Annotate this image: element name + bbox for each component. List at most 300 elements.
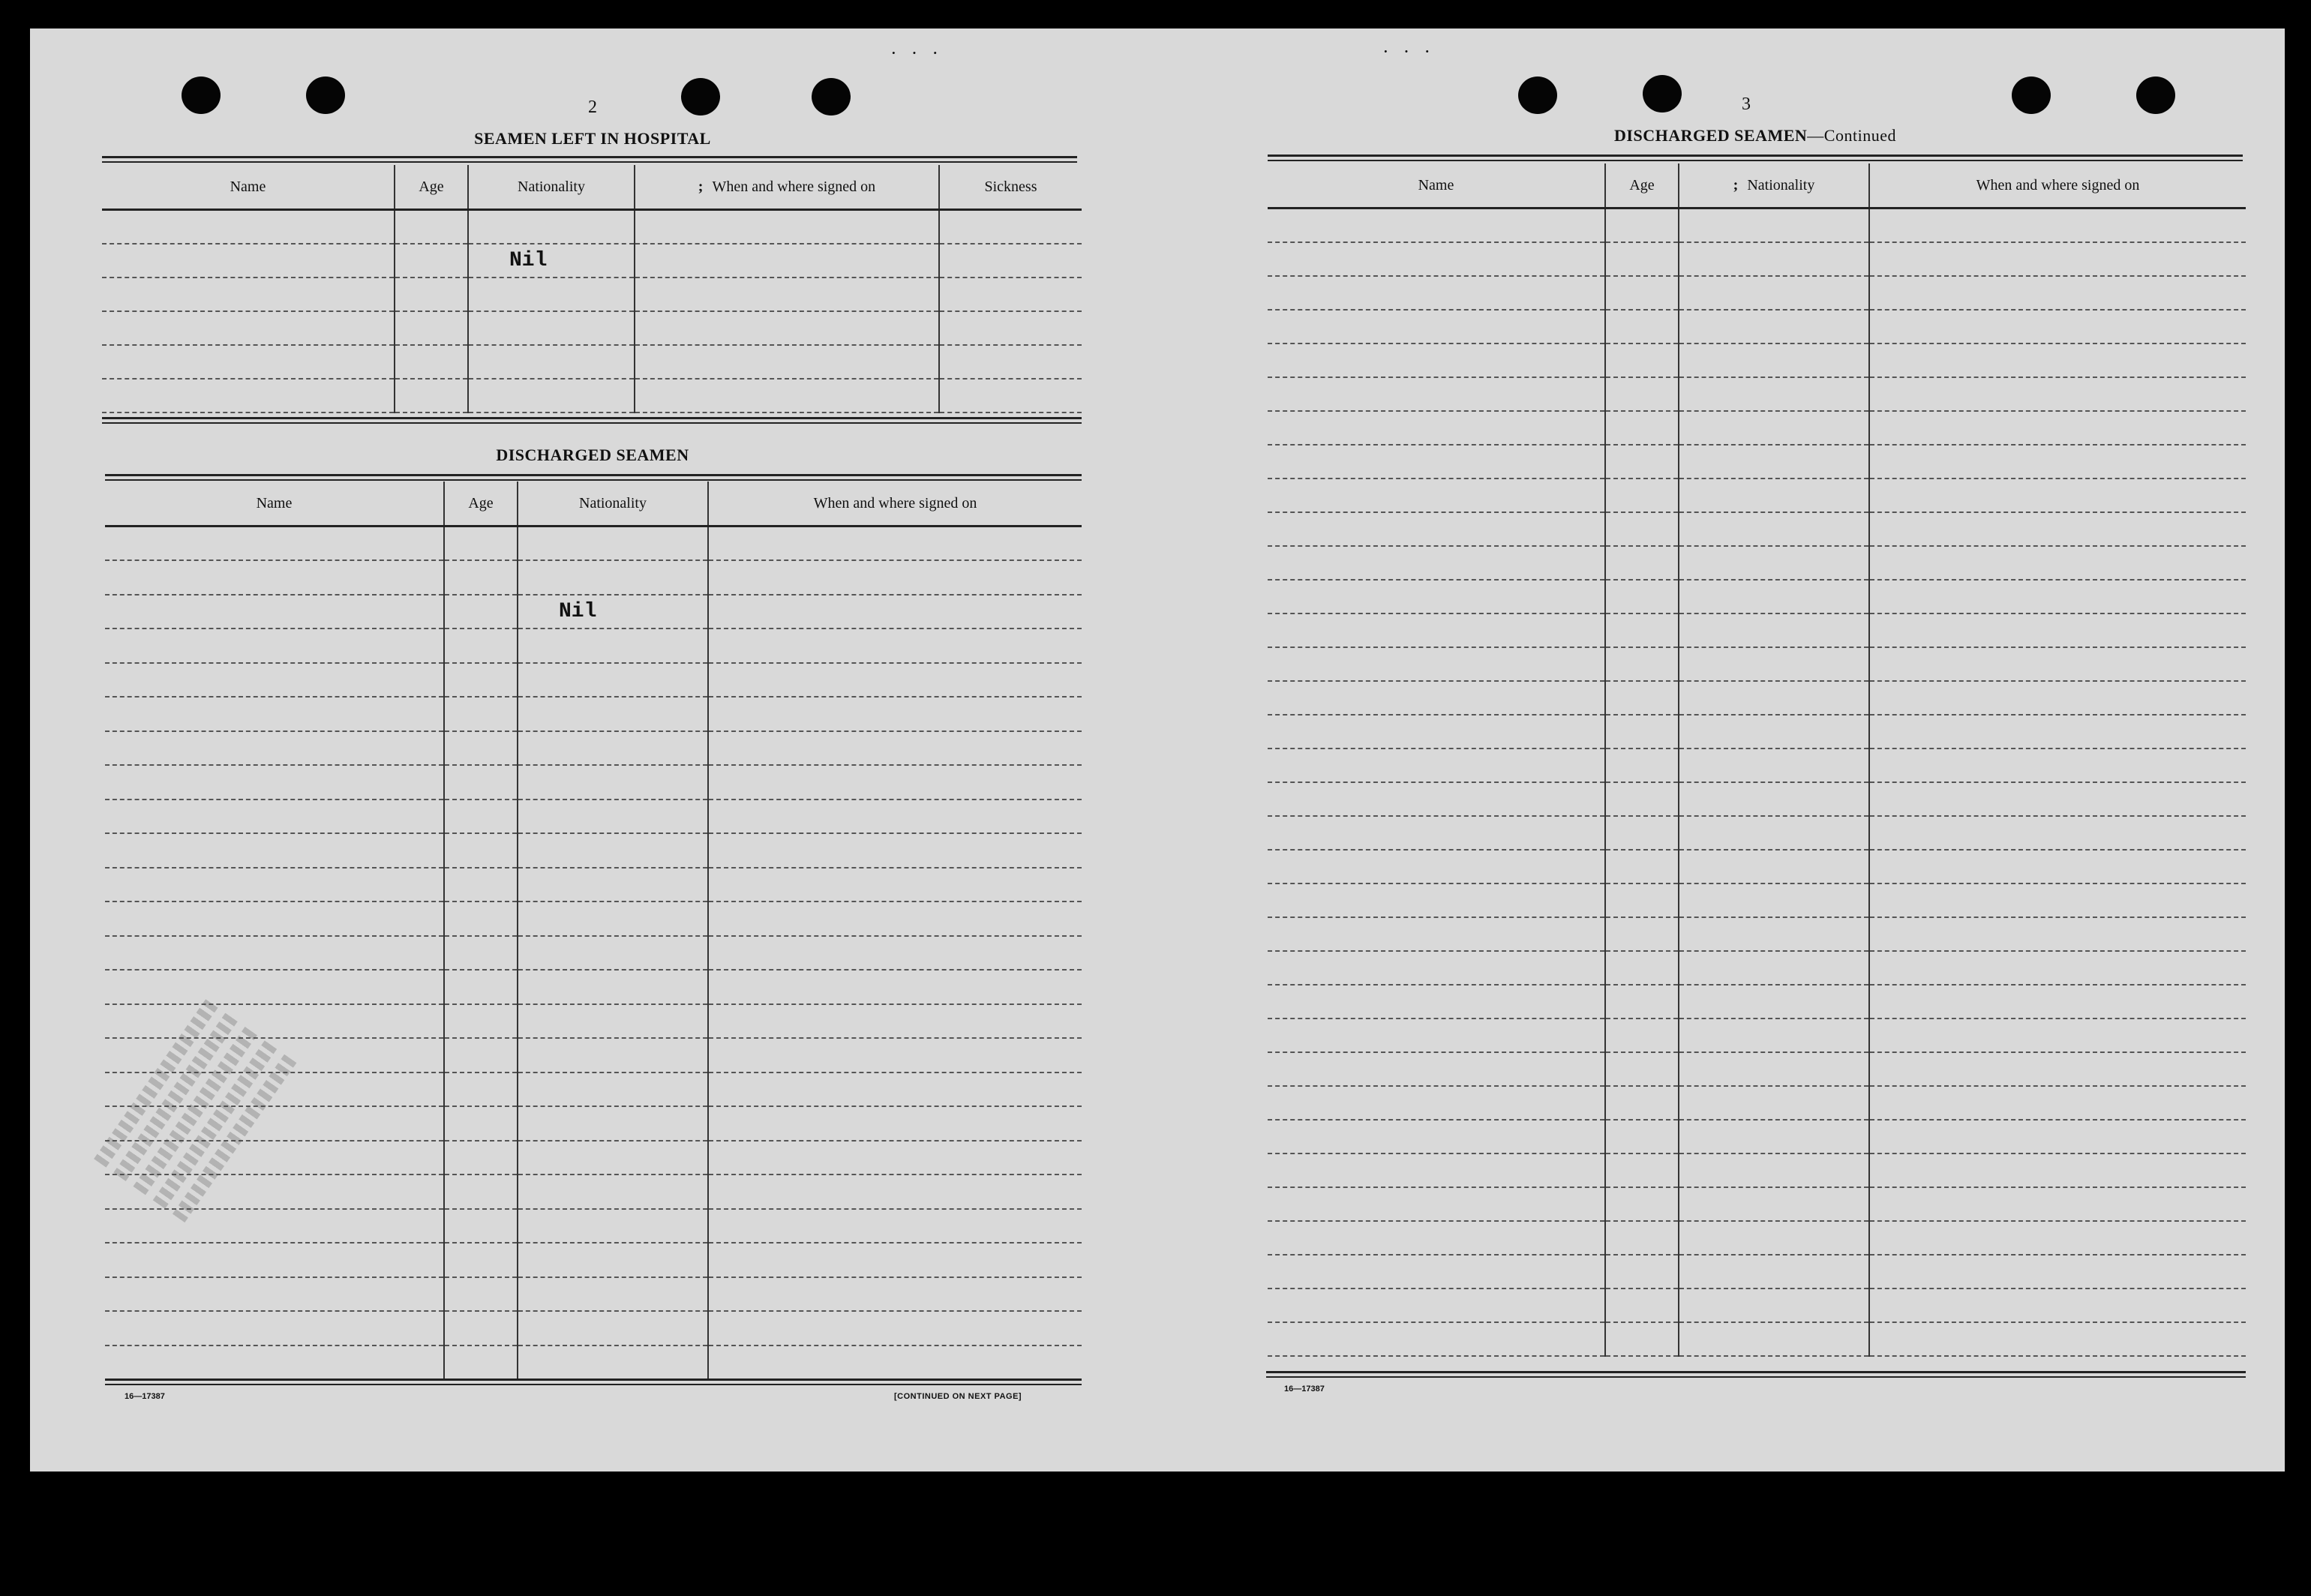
table-cell xyxy=(1268,1288,1605,1322)
table-cell xyxy=(444,731,518,766)
table-cell xyxy=(1679,917,1869,951)
table-cell xyxy=(1268,276,1605,310)
table-cell xyxy=(1268,344,1605,377)
table-cell xyxy=(105,731,444,766)
table-cell xyxy=(1679,580,1869,614)
table-cell xyxy=(105,628,444,663)
table-cell xyxy=(395,278,468,311)
table-cell xyxy=(1268,748,1605,782)
double-rule xyxy=(102,156,1077,163)
table-cell xyxy=(939,379,1082,412)
table-row xyxy=(105,697,1082,731)
table-cell xyxy=(518,1277,708,1312)
table-row xyxy=(1268,1288,2246,1322)
table-cell xyxy=(1268,411,1605,445)
table-cell xyxy=(468,311,635,345)
table-cell xyxy=(105,868,444,902)
table-cell xyxy=(1679,1018,1869,1052)
table-cell xyxy=(105,833,444,868)
table-cell xyxy=(1679,377,1869,411)
table-cell xyxy=(1268,647,1605,681)
table-cell xyxy=(444,595,518,629)
binding-marks: ˙ ˙ ˙ xyxy=(891,50,944,66)
table-cell xyxy=(518,1311,708,1346)
table-row xyxy=(1268,917,2246,951)
table-cell xyxy=(1605,512,1679,546)
table-cell xyxy=(1605,782,1679,816)
table-cell xyxy=(1869,377,2246,411)
table-cell xyxy=(1605,1255,1679,1288)
table-cell xyxy=(518,560,708,595)
table-cell xyxy=(939,278,1082,311)
table-cell xyxy=(518,526,708,561)
table-row xyxy=(1268,884,2246,917)
table-cell xyxy=(444,1209,518,1244)
table-row xyxy=(1268,208,2246,242)
table-cell xyxy=(1869,917,2246,951)
table-cell xyxy=(1268,377,1605,411)
table-cell xyxy=(1869,1221,2246,1255)
table-cell xyxy=(444,560,518,595)
table-cell xyxy=(1869,884,2246,917)
table-cell xyxy=(518,1038,708,1072)
table-cell xyxy=(518,628,708,663)
table-cell xyxy=(102,210,395,244)
table-cell xyxy=(708,1346,1082,1380)
table-row xyxy=(105,1311,1082,1346)
table-cell xyxy=(395,311,468,345)
table-cell xyxy=(1679,546,1869,580)
table-row xyxy=(1268,951,2246,985)
table-row xyxy=(105,970,1082,1004)
table-row xyxy=(1268,445,2246,478)
table-row xyxy=(1268,377,2246,411)
table-cell xyxy=(939,311,1082,345)
table-cell xyxy=(1869,1187,2246,1221)
continued-note: [CONTINUED ON NEXT PAGE] xyxy=(894,1392,1022,1401)
table-row xyxy=(1268,242,2246,276)
table-cell xyxy=(1268,782,1605,816)
table-cell xyxy=(1869,208,2246,242)
table-cell xyxy=(518,936,708,970)
table-cell xyxy=(1268,445,1605,478)
table-cell xyxy=(105,663,444,698)
table-cell xyxy=(1679,1052,1869,1086)
table-cell xyxy=(1605,1187,1679,1221)
table-cell xyxy=(395,244,468,278)
table-cell xyxy=(708,663,1082,698)
table-cell xyxy=(518,868,708,902)
column-header-signed-on: When and where signed on xyxy=(1869,164,2246,208)
table-cell xyxy=(1679,1322,1869,1356)
table-cell xyxy=(708,1072,1082,1107)
table-header-row xyxy=(1268,164,2246,208)
table-cell xyxy=(1679,748,1869,782)
table-cell xyxy=(1869,951,2246,985)
table-row xyxy=(102,210,1082,244)
table-cell xyxy=(444,1243,518,1277)
table-row xyxy=(102,278,1082,311)
table-cell xyxy=(1268,850,1605,884)
table-cell xyxy=(105,1311,444,1346)
table-cell xyxy=(1605,681,1679,715)
column-header-age: Age xyxy=(395,165,468,210)
double-rule xyxy=(1268,154,2243,161)
table-row xyxy=(1268,411,2246,445)
table-cell xyxy=(1605,546,1679,580)
table-cell xyxy=(1869,1120,2246,1154)
left-page xyxy=(30,28,1155,1472)
table-cell xyxy=(444,1038,518,1072)
table-cell xyxy=(1869,478,2246,512)
table-cell xyxy=(105,800,444,834)
table-cell xyxy=(1869,411,2246,445)
table-cell xyxy=(708,526,1082,561)
table-cell xyxy=(518,970,708,1004)
table-cell xyxy=(518,1174,708,1209)
table-row xyxy=(105,595,1082,629)
table-row xyxy=(1268,647,2246,681)
table-cell xyxy=(1869,1322,2246,1356)
column-header-name: Name xyxy=(102,165,395,210)
table-row xyxy=(1268,1187,2246,1221)
table-cell xyxy=(1268,1221,1605,1255)
table-row xyxy=(1268,715,2246,748)
table-cell xyxy=(1605,310,1679,344)
table-cell xyxy=(444,663,518,698)
table-cell xyxy=(1268,580,1605,614)
table-row xyxy=(105,628,1082,663)
table-cell xyxy=(1679,1154,1869,1187)
table-row xyxy=(105,936,1082,970)
table-row xyxy=(1268,344,2246,377)
table-cell xyxy=(1869,850,2246,884)
table-row xyxy=(1268,512,2246,546)
table-cell xyxy=(444,1141,518,1175)
table-cell xyxy=(1869,1154,2246,1187)
table-cell xyxy=(1605,985,1679,1018)
table-cell xyxy=(444,936,518,970)
table-cell xyxy=(1679,208,1869,242)
table-row xyxy=(1268,580,2246,614)
table-cell xyxy=(444,628,518,663)
table-row xyxy=(1268,1120,2246,1154)
column-header-name: Name xyxy=(1268,164,1605,208)
column-header-signed-on: When and where signed on xyxy=(708,482,1082,526)
table-cell xyxy=(1268,1154,1605,1187)
table-cell xyxy=(1268,1187,1605,1221)
section-title-discharged-continued: DISCHARGED SEAMEN—Continued xyxy=(1614,126,1896,145)
table-cell xyxy=(1605,1154,1679,1187)
table-cell xyxy=(1679,276,1869,310)
table-cell xyxy=(708,595,1082,629)
table-cell xyxy=(444,1004,518,1039)
table-cell xyxy=(1605,715,1679,748)
table-cell xyxy=(1869,310,2246,344)
table-cell xyxy=(518,1346,708,1380)
table-row xyxy=(1268,614,2246,647)
table-cell xyxy=(1605,208,1679,242)
table-cell xyxy=(518,1243,708,1277)
table-cell xyxy=(1679,411,1869,445)
table-cell xyxy=(708,1209,1082,1244)
table-cell xyxy=(1268,917,1605,951)
table-cell xyxy=(1679,951,1869,985)
table-row xyxy=(105,868,1082,902)
table-cell xyxy=(1605,850,1679,884)
table-cell xyxy=(518,731,708,766)
table-cell xyxy=(1679,884,1869,917)
table-row xyxy=(1268,310,2246,344)
table-cell xyxy=(1679,985,1869,1018)
table-cell xyxy=(444,526,518,561)
table-cell xyxy=(708,1277,1082,1312)
table-cell xyxy=(1605,816,1679,850)
page-number: 2 xyxy=(588,98,597,117)
table-cell xyxy=(1679,1086,1869,1120)
table-cell xyxy=(518,800,708,834)
table-cell xyxy=(444,765,518,800)
table-cell xyxy=(1869,816,2246,850)
hospital-table-body xyxy=(102,210,1082,412)
column-header-name: Name xyxy=(105,482,444,526)
table-row xyxy=(105,833,1082,868)
table-cell xyxy=(444,697,518,731)
table-cell xyxy=(468,379,635,412)
table-header-row xyxy=(105,482,1082,526)
table-row xyxy=(1268,478,2246,512)
table-cell xyxy=(708,902,1082,936)
table-cell xyxy=(1605,647,1679,681)
table-cell xyxy=(1679,1187,1869,1221)
table-cell xyxy=(708,970,1082,1004)
table-cell xyxy=(1268,681,1605,715)
table-cell xyxy=(1679,850,1869,884)
table-cell xyxy=(518,1004,708,1039)
table-cell xyxy=(1268,478,1605,512)
table-cell xyxy=(105,902,444,936)
table-cell xyxy=(708,560,1082,595)
table-row xyxy=(102,345,1082,379)
table-cell xyxy=(518,663,708,698)
table-cell xyxy=(1605,1322,1679,1356)
table-cell xyxy=(939,210,1082,244)
table-cell xyxy=(939,244,1082,278)
table-row xyxy=(105,765,1082,800)
table-row xyxy=(1268,681,2246,715)
table-cell xyxy=(708,1174,1082,1209)
table-cell xyxy=(1869,715,2246,748)
table-cell xyxy=(1679,445,1869,478)
table-cell xyxy=(708,1243,1082,1277)
table-cell xyxy=(518,1209,708,1244)
table-cell xyxy=(708,731,1082,766)
table-cell xyxy=(1679,647,1869,681)
table-cell xyxy=(468,210,635,244)
table-cell xyxy=(708,800,1082,834)
table-cell xyxy=(444,902,518,936)
table-cell xyxy=(1605,1086,1679,1120)
table-cell xyxy=(708,868,1082,902)
table-cell xyxy=(1605,344,1679,377)
table-row xyxy=(105,663,1082,698)
table-cell xyxy=(444,970,518,1004)
column-header-age: Age xyxy=(1605,164,1679,208)
table-row xyxy=(1268,1154,2246,1187)
table-row xyxy=(102,244,1082,278)
table-cell xyxy=(395,210,468,244)
right-page xyxy=(1155,28,2285,1472)
table-cell xyxy=(1869,681,2246,715)
table-cell xyxy=(105,697,444,731)
table-row xyxy=(105,800,1082,834)
table-cell xyxy=(1605,411,1679,445)
table-cell xyxy=(635,379,939,412)
table-cell xyxy=(1605,445,1679,478)
page-number: 3 xyxy=(1742,94,1751,114)
table-cell xyxy=(1268,1120,1605,1154)
table-cell xyxy=(1268,614,1605,647)
table-cell xyxy=(105,560,444,595)
table-cell xyxy=(708,628,1082,663)
table-cell xyxy=(1869,1255,2246,1288)
table-cell xyxy=(518,697,708,731)
double-rule xyxy=(102,417,1082,424)
table-cell xyxy=(444,800,518,834)
section-title-hospital: SEAMEN LEFT IN HOSPITAL xyxy=(474,129,711,148)
table-cell xyxy=(1869,344,2246,377)
column-header-sickness: Sickness xyxy=(939,165,1082,210)
nil-entry: Nil xyxy=(518,595,708,629)
table-cell xyxy=(105,765,444,800)
table-cell xyxy=(1268,816,1605,850)
table-cell xyxy=(708,1038,1082,1072)
table-cell xyxy=(1605,884,1679,917)
table-row xyxy=(1268,816,2246,850)
table-cell xyxy=(444,1346,518,1380)
double-rule xyxy=(105,474,1082,481)
table-cell xyxy=(1605,1288,1679,1322)
table-cell xyxy=(102,311,395,345)
form-code: 16—17387 xyxy=(1284,1384,1325,1394)
table-cell xyxy=(518,902,708,936)
table-cell xyxy=(1605,242,1679,276)
table-row xyxy=(1268,1221,2246,1255)
table-cell xyxy=(1869,985,2246,1018)
table-cell xyxy=(518,833,708,868)
table-cell xyxy=(635,311,939,345)
table-cell xyxy=(1679,1288,1869,1322)
double-rule xyxy=(1266,1371,2246,1378)
table-row xyxy=(1268,276,2246,310)
table-cell xyxy=(1268,715,1605,748)
table-cell xyxy=(1679,512,1869,546)
table-cell xyxy=(1679,782,1869,816)
table-cell xyxy=(105,1346,444,1380)
table-cell xyxy=(444,1277,518,1312)
table-cell xyxy=(708,1141,1082,1175)
table-cell xyxy=(1605,748,1679,782)
table-cell xyxy=(1869,445,2246,478)
table-row xyxy=(1268,748,2246,782)
table-cell xyxy=(1679,344,1869,377)
table-row xyxy=(105,526,1082,561)
table-cell xyxy=(635,244,939,278)
table-cell xyxy=(1679,1221,1869,1255)
column-header-nationality: ; Nationality xyxy=(1679,164,1869,208)
table-cell xyxy=(1605,1120,1679,1154)
table-cell xyxy=(1605,1221,1679,1255)
table-cell xyxy=(1869,546,2246,580)
table-cell xyxy=(1869,1086,2246,1120)
table-cell xyxy=(1605,478,1679,512)
table-row xyxy=(105,1346,1082,1380)
table-cell xyxy=(708,833,1082,868)
table-cell xyxy=(1869,276,2246,310)
table-cell xyxy=(1679,478,1869,512)
table-cell xyxy=(444,1072,518,1107)
table-cell xyxy=(1869,782,2246,816)
table-cell xyxy=(1605,917,1679,951)
table-cell xyxy=(1268,1086,1605,1120)
table-cell xyxy=(1869,1018,2246,1052)
table-cell xyxy=(1679,1120,1869,1154)
table-row xyxy=(1268,850,2246,884)
column-header-signed-on: ; When and where signed on xyxy=(635,165,939,210)
table-cell xyxy=(1869,1052,2246,1086)
table-cell xyxy=(1869,748,2246,782)
table-row xyxy=(102,311,1082,345)
table-cell xyxy=(708,1311,1082,1346)
column-header-nationality: Nationality xyxy=(468,165,635,210)
table-row xyxy=(1268,1322,2246,1356)
section-title-discharged: DISCHARGED SEAMEN xyxy=(496,446,689,464)
table-cell xyxy=(444,868,518,902)
table-cell xyxy=(1679,614,1869,647)
table-cell xyxy=(1679,310,1869,344)
table-row xyxy=(102,379,1082,412)
table-cell xyxy=(105,936,444,970)
binding-marks: ˙ ˙ ˙ xyxy=(1383,48,1436,64)
table-cell xyxy=(1268,985,1605,1018)
form-code: 16—17387 xyxy=(125,1392,165,1401)
table-cell xyxy=(1268,951,1605,985)
table-cell xyxy=(395,345,468,379)
table-cell xyxy=(1268,1052,1605,1086)
table-cell xyxy=(708,765,1082,800)
table-cell xyxy=(105,970,444,1004)
table-row xyxy=(1268,1052,2246,1086)
table-cell xyxy=(105,526,444,561)
table-cell xyxy=(1268,1018,1605,1052)
table-cell xyxy=(1605,276,1679,310)
table-cell xyxy=(102,278,395,311)
table-cell xyxy=(102,379,395,412)
table-cell xyxy=(102,345,395,379)
nil-entry: Nil xyxy=(468,244,635,278)
table-cell xyxy=(468,345,635,379)
column-header-nationality: Nationality xyxy=(518,482,708,526)
table-cell xyxy=(635,278,939,311)
table-cell xyxy=(105,1004,444,1039)
table-cell xyxy=(939,345,1082,379)
table-cell xyxy=(708,1004,1082,1039)
table-row xyxy=(1268,782,2246,816)
table-row xyxy=(105,560,1082,595)
table-cell xyxy=(708,936,1082,970)
table-cell xyxy=(1679,242,1869,276)
table-cell xyxy=(1605,580,1679,614)
